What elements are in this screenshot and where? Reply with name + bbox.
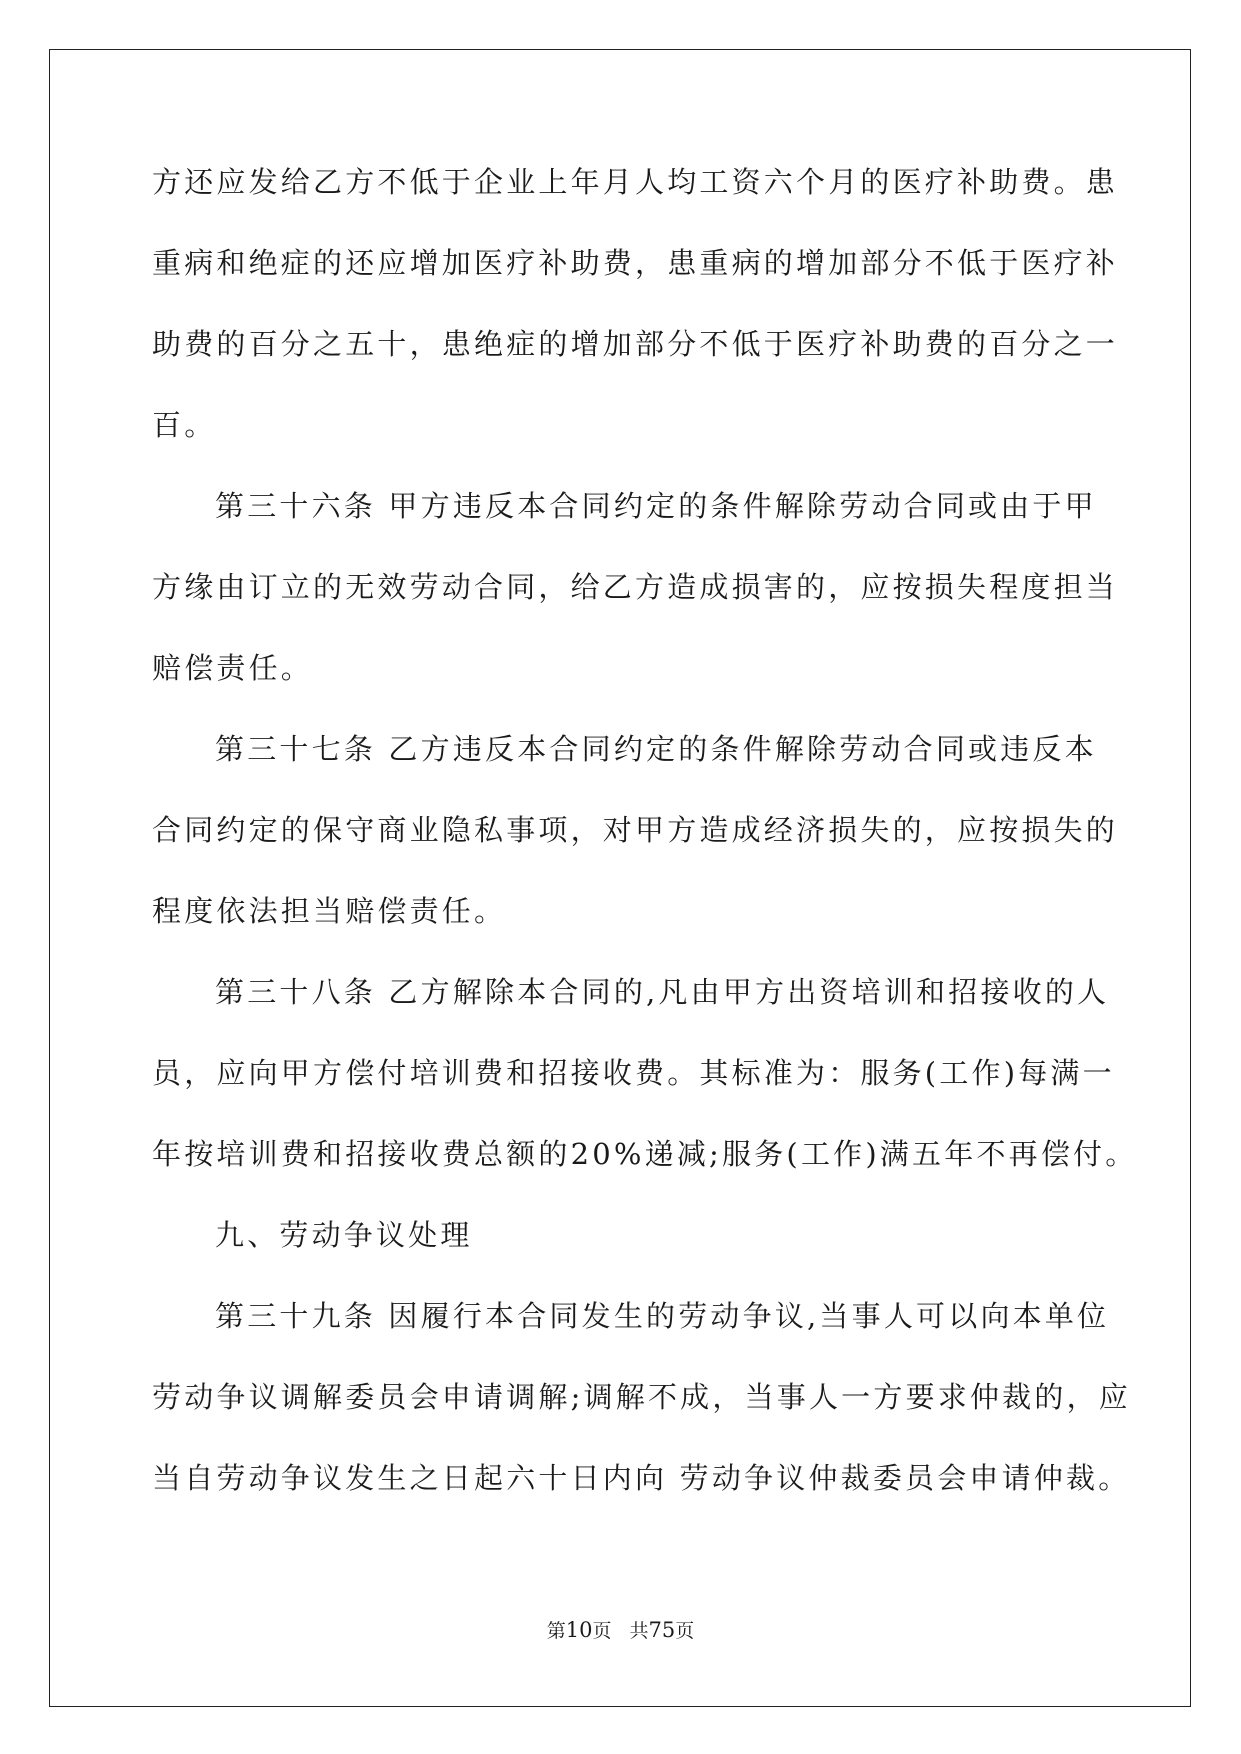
total-prefix: 共 [629,1620,649,1642]
text-line: 程度依法担当赔偿责任。 [152,894,507,928]
text-line: 助费的百分之五十，患绝症的增加部分不低于医疗补助费的百分之一 [152,327,1119,361]
total-suffix: 页 [675,1620,695,1642]
text-line: 方还应发给乙方不低于企业上年月人均工资六个月的医疗补助费。患 [152,165,1119,199]
text-line: 员，应向甲方偿付培训费和招接收费。其标准为：服务(工作)每满一 [152,1056,1115,1090]
page-current: 10 [565,1618,593,1642]
text-line: 方缘由订立的无效劳动合同，给乙方造成损害的，应按损失程度担当 [152,570,1119,604]
section-heading: 九、劳动争议处理 [215,1218,473,1252]
article-37-start: 第三十七条 乙方违反本合同约定的条件解除劳动合同或违反本 [215,732,1097,766]
page-prefix: 第 [546,1620,566,1642]
article-36-start: 第三十六条 甲方违反本合同约定的条件解除劳动合同或由于甲 [215,489,1097,523]
text-line: 百。 [152,408,217,442]
text-line: 合同约定的保守商业隐私事项，对甲方造成经济损失的，应按损失的 [152,813,1119,847]
document-body [152,162,1138,1539]
text-line: 劳动争议调解委员会申请调解;调解不成，当事人一方要求仲裁的，应 [152,1380,1131,1414]
text-line: 赔偿责任。 [152,651,314,685]
text-line: 当自劳动争议发生之日起六十日内向 劳动争议仲裁委员会申请仲裁。 [152,1461,1131,1495]
article-38-start: 第三十八条 乙方解除本合同的,凡由甲方出资培训和招接收的人 [215,975,1110,1009]
page-suffix: 页 [592,1620,612,1642]
article-39-start: 第三十九条 因履行本合同发生的劳动争议,当事人可以向本单位 [215,1299,1110,1333]
text-line: 年按培训费和招接收费总额的20%递减;服务(工作)满五年不再偿付。 [152,1137,1138,1171]
page-total: 75 [648,1618,676,1642]
text-line: 重病和绝症的还应增加医疗补助费，患重病的增加部分不低于医疗补 [152,246,1119,280]
page-footer [0,1618,1241,1643]
